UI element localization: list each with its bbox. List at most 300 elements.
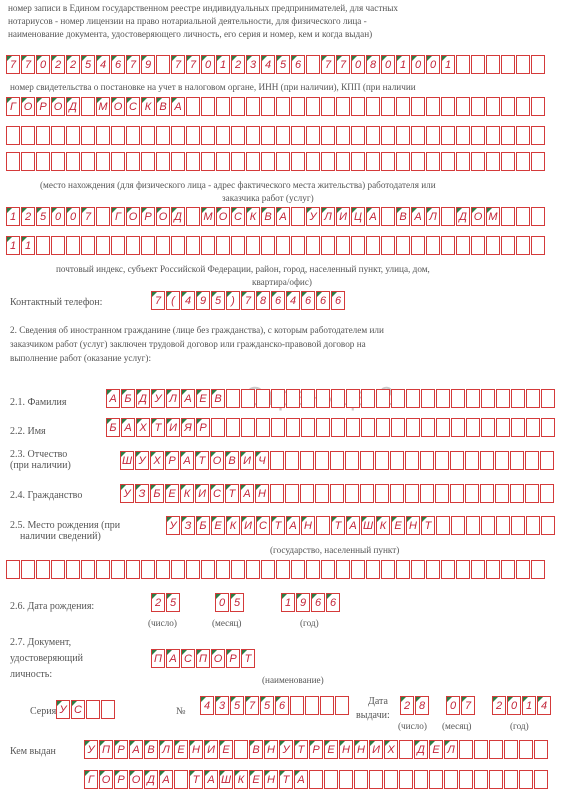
char-cell: 6 — [311, 593, 325, 612]
char-cell — [381, 207, 395, 226]
char-cell — [456, 97, 470, 116]
char-cell: 7 — [151, 291, 165, 310]
char-cell: А — [366, 207, 380, 226]
char-cell: В — [396, 207, 410, 226]
char-cell — [396, 152, 410, 171]
section2-line-3: выполнение работ (оказание услуг): — [10, 353, 152, 363]
char-cell — [456, 560, 470, 579]
char-cell — [346, 418, 360, 437]
char-cell — [465, 451, 479, 470]
char-cell: 3 — [215, 696, 229, 715]
char-cell: 7 — [321, 55, 335, 74]
char-cell: 0 — [36, 55, 50, 74]
char-cell — [216, 97, 230, 116]
char-cell: Т — [225, 484, 239, 503]
char-cell: Е — [324, 740, 338, 759]
char-cell: Н — [354, 740, 368, 759]
char-cell — [486, 55, 500, 74]
char-cell — [231, 126, 245, 145]
char-cell: В — [225, 451, 239, 470]
char-cell — [321, 152, 335, 171]
char-cell — [360, 484, 374, 503]
char-cell: Т — [151, 418, 165, 437]
char-cell: Л — [166, 389, 180, 408]
char-cell: Б — [196, 516, 210, 535]
char-cell — [471, 152, 485, 171]
char-cell: 2 — [400, 696, 414, 715]
char-cell — [336, 152, 350, 171]
char-cell — [241, 389, 255, 408]
caption-postal-2: квартира/офис) — [252, 277, 312, 287]
char-cell — [531, 152, 545, 171]
char-cell: К — [246, 207, 260, 226]
char-cell — [261, 152, 275, 171]
char-cell — [226, 418, 240, 437]
char-cell: 2 — [231, 55, 245, 74]
char-cell: 4 — [96, 55, 110, 74]
char-cell — [456, 126, 470, 145]
char-cell: О — [216, 207, 230, 226]
char-cell — [256, 389, 270, 408]
birthplace-caption: (государство, населенный пункт) — [270, 545, 400, 555]
char-cell — [366, 152, 380, 171]
birthdate-label: 2.6. Дата рождения: — [10, 601, 95, 612]
char-cell: А — [171, 97, 185, 116]
char-cell — [436, 418, 450, 437]
char-cell: 4 — [537, 696, 551, 715]
char-cell: Т — [421, 516, 435, 535]
char-cell: О — [471, 207, 485, 226]
char-cell — [231, 236, 245, 255]
char-cell — [516, 152, 530, 171]
char-cell — [519, 740, 533, 759]
char-cell — [501, 97, 515, 116]
char-cell — [496, 418, 510, 437]
char-cell — [426, 560, 440, 579]
char-cell: Л — [444, 740, 458, 759]
char-cell — [231, 97, 245, 116]
char-cell — [444, 770, 458, 789]
issued-by-grid-2 — [84, 770, 549, 789]
char-cell — [526, 418, 540, 437]
char-cell — [516, 55, 530, 74]
char-cell: А — [411, 207, 425, 226]
char-cell — [306, 126, 320, 145]
char-cell — [540, 451, 554, 470]
char-cell: 7 — [21, 55, 35, 74]
grid-row-empty-2 — [6, 152, 546, 171]
char-cell: ( — [166, 291, 180, 310]
char-cell — [541, 418, 555, 437]
char-cell: М — [486, 207, 500, 226]
char-cell: 4 — [200, 696, 214, 715]
char-cell: 7 — [245, 696, 259, 715]
char-cell — [246, 97, 260, 116]
issued-by-label: Кем выдан — [10, 746, 56, 757]
char-cell — [241, 418, 255, 437]
char-cell — [501, 560, 515, 579]
char-cell — [336, 236, 350, 255]
char-cell: А — [166, 649, 180, 668]
char-cell — [441, 152, 455, 171]
char-cell — [51, 236, 65, 255]
char-cell — [96, 152, 110, 171]
char-cell — [381, 236, 395, 255]
char-cell — [426, 236, 440, 255]
char-cell — [174, 770, 188, 789]
char-cell — [331, 389, 345, 408]
char-cell: А — [106, 389, 120, 408]
issue-day-grid — [400, 696, 430, 715]
issue-date-label-1: Дата — [368, 696, 388, 707]
char-cell: Т — [331, 516, 345, 535]
char-cell — [351, 236, 365, 255]
char-cell — [516, 560, 530, 579]
char-cell — [471, 97, 485, 116]
char-cell: 0 — [51, 207, 65, 226]
char-cell — [339, 770, 353, 789]
char-cell: Д — [136, 389, 150, 408]
char-cell — [256, 418, 270, 437]
char-cell — [321, 126, 335, 145]
char-cell — [486, 152, 500, 171]
char-cell — [366, 126, 380, 145]
char-cell — [246, 126, 260, 145]
char-cell: Ц — [351, 207, 365, 226]
char-cell — [411, 126, 425, 145]
char-cell — [396, 97, 410, 116]
char-cell: Р — [36, 97, 50, 116]
char-cell — [246, 560, 260, 579]
char-cell — [376, 389, 390, 408]
char-cell: Ш — [219, 770, 233, 789]
char-cell — [531, 236, 545, 255]
char-cell: 9 — [141, 55, 155, 74]
char-cell — [516, 126, 530, 145]
grid-row-registration — [6, 55, 546, 74]
char-cell — [345, 484, 359, 503]
char-cell: М — [201, 207, 215, 226]
char-cell: О — [126, 207, 140, 226]
char-cell: У — [151, 389, 165, 408]
char-cell — [305, 696, 319, 715]
char-cell — [315, 484, 329, 503]
birthplace-label: 2.5. Место рождения (при — [10, 520, 121, 531]
char-cell: Г — [111, 207, 125, 226]
char-cell — [450, 484, 464, 503]
char-cell — [156, 126, 170, 145]
patronymic-grid — [120, 451, 555, 470]
issue-date-label-2: выдачи: — [356, 710, 390, 721]
char-cell: 2 — [66, 55, 80, 74]
char-cell — [459, 740, 473, 759]
char-cell — [201, 560, 215, 579]
char-cell: ) — [226, 291, 240, 310]
char-cell — [66, 560, 80, 579]
char-cell: Н — [406, 516, 420, 535]
char-cell — [451, 418, 465, 437]
char-cell: Г — [6, 97, 20, 116]
char-cell: Б — [121, 389, 135, 408]
char-cell: Л — [426, 207, 440, 226]
char-cell: 6 — [275, 696, 289, 715]
birth-day-grid — [151, 593, 181, 612]
char-cell — [111, 152, 125, 171]
char-cell — [541, 389, 555, 408]
char-cell — [540, 484, 554, 503]
char-cell — [300, 451, 314, 470]
char-cell — [486, 126, 500, 145]
char-cell — [441, 97, 455, 116]
char-cell: О — [156, 207, 170, 226]
char-cell: А — [159, 770, 173, 789]
char-cell — [201, 97, 215, 116]
birth-day-caption: (число) — [148, 618, 177, 628]
char-cell: А — [276, 207, 290, 226]
char-cell — [420, 484, 434, 503]
char-cell: В — [211, 389, 225, 408]
char-cell — [171, 560, 185, 579]
char-cell — [201, 152, 215, 171]
grid-row-empty-1 — [6, 126, 546, 145]
char-cell — [81, 152, 95, 171]
char-cell: 7 — [126, 55, 140, 74]
char-cell — [81, 236, 95, 255]
char-cell — [480, 484, 494, 503]
document-label-1: 2.7. Документ, — [10, 637, 72, 648]
char-cell — [261, 560, 275, 579]
char-cell — [306, 55, 320, 74]
char-cell — [346, 389, 360, 408]
char-cell — [396, 560, 410, 579]
number-label: № — [176, 706, 186, 717]
char-cell — [276, 560, 290, 579]
char-cell — [421, 389, 435, 408]
char-cell: Х — [150, 451, 164, 470]
char-cell — [6, 152, 20, 171]
char-cell: П — [196, 649, 210, 668]
char-cell — [366, 236, 380, 255]
char-cell — [336, 97, 350, 116]
char-cell — [489, 770, 503, 789]
char-cell — [381, 126, 395, 145]
char-cell — [376, 418, 390, 437]
char-cell — [290, 696, 304, 715]
char-cell — [156, 560, 170, 579]
char-cell: У — [120, 484, 134, 503]
birth-year-caption: (год) — [300, 618, 319, 628]
char-cell — [531, 126, 545, 145]
char-cell: 2 — [492, 696, 506, 715]
char-cell — [501, 55, 515, 74]
char-cell: 7 — [461, 696, 475, 715]
char-cell — [51, 152, 65, 171]
char-cell — [429, 770, 443, 789]
char-cell: П — [99, 740, 113, 759]
char-cell: Б — [106, 418, 120, 437]
issue-month-grid — [446, 696, 476, 715]
char-cell — [171, 126, 185, 145]
char-cell — [81, 126, 95, 145]
char-cell — [435, 451, 449, 470]
char-cell — [306, 97, 320, 116]
patronymic-label: 2.3. Отчество — [10, 449, 68, 460]
char-cell: 7 — [241, 291, 255, 310]
section2-line-1: 2. Сведения об иностранном гражданине (лице без гражданства), с которым работодателем или — [10, 325, 384, 335]
char-cell: 1 — [522, 696, 536, 715]
char-cell — [66, 236, 80, 255]
char-cell: Р — [196, 418, 210, 437]
char-cell — [501, 152, 515, 171]
char-cell: 5 — [81, 55, 95, 74]
char-cell — [306, 152, 320, 171]
char-cell: 0 — [215, 593, 229, 612]
char-cell — [441, 236, 455, 255]
char-cell — [519, 770, 533, 789]
char-cell: Д — [144, 770, 158, 789]
char-cell — [261, 97, 275, 116]
caption-postal-1: почтовый индекс, субъект Российской Федерации, район, город, населенный пункт, улица, дом, — [56, 264, 430, 274]
char-cell: О — [99, 770, 113, 789]
char-cell — [21, 560, 35, 579]
char-cell — [345, 451, 359, 470]
char-cell — [186, 152, 200, 171]
char-cell: К — [226, 516, 240, 535]
char-cell: Т — [195, 451, 209, 470]
issue-year-grid — [492, 696, 552, 715]
char-cell — [36, 236, 50, 255]
char-cell — [510, 451, 524, 470]
char-cell — [301, 389, 315, 408]
char-cell — [486, 97, 500, 116]
char-cell — [396, 126, 410, 145]
char-cell — [354, 770, 368, 789]
char-cell: К — [234, 770, 248, 789]
char-cell — [390, 451, 404, 470]
char-cell — [291, 97, 305, 116]
patronymic-note: (при наличии) — [10, 460, 71, 471]
char-cell — [276, 152, 290, 171]
char-cell: 7 — [336, 55, 350, 74]
char-cell — [531, 97, 545, 116]
char-cell — [276, 126, 290, 145]
char-cell — [504, 740, 518, 759]
char-cell — [234, 740, 248, 759]
char-cell — [391, 389, 405, 408]
char-cell — [441, 560, 455, 579]
char-cell: 6 — [291, 55, 305, 74]
char-cell — [36, 126, 50, 145]
caption-address-2: заказчика работ (услуг) — [222, 193, 314, 203]
char-cell — [81, 560, 95, 579]
char-cell: Г — [84, 770, 98, 789]
char-cell — [501, 207, 515, 226]
char-cell — [471, 560, 485, 579]
char-cell: Н — [264, 770, 278, 789]
citizenship-label: 2.4. Гражданство — [10, 490, 83, 501]
char-cell: 6 — [331, 291, 345, 310]
char-cell — [316, 418, 330, 437]
header-line-1: номер записи в Едином государственном реестре индивидуальных предпринимателей, для частных — [8, 3, 399, 13]
char-cell — [511, 516, 525, 535]
char-cell — [495, 451, 509, 470]
char-cell — [156, 55, 170, 74]
char-cell — [510, 484, 524, 503]
char-cell — [426, 126, 440, 145]
char-cell: 6 — [316, 291, 330, 310]
char-cell: Н — [255, 484, 269, 503]
char-cell: З — [181, 516, 195, 535]
char-cell — [496, 389, 510, 408]
char-cell — [271, 418, 285, 437]
char-cell — [486, 560, 500, 579]
char-cell — [531, 55, 545, 74]
char-cell — [390, 484, 404, 503]
char-cell: Р — [114, 770, 128, 789]
char-cell — [466, 516, 480, 535]
char-cell — [351, 560, 365, 579]
document-label-2: удостоверяющий — [10, 653, 83, 664]
char-cell: 8 — [256, 291, 270, 310]
char-cell — [406, 418, 420, 437]
char-cell: Д — [66, 97, 80, 116]
char-cell — [211, 418, 225, 437]
char-cell — [6, 560, 20, 579]
char-cell — [285, 484, 299, 503]
char-cell — [381, 97, 395, 116]
char-cell: 0 — [351, 55, 365, 74]
char-cell — [411, 152, 425, 171]
char-cell — [441, 207, 455, 226]
char-cell: 5 — [166, 593, 180, 612]
char-cell — [351, 152, 365, 171]
char-cell — [141, 126, 155, 145]
char-cell — [381, 152, 395, 171]
char-cell — [306, 560, 320, 579]
char-cell: И — [369, 740, 383, 759]
name-label: 2.2. Имя — [10, 426, 46, 437]
char-cell — [474, 740, 488, 759]
grid-row-address-cont — [6, 236, 546, 255]
char-cell — [186, 97, 200, 116]
char-cell: 7 — [6, 55, 20, 74]
char-cell — [525, 451, 539, 470]
char-cell — [316, 389, 330, 408]
char-cell — [405, 484, 419, 503]
char-cell — [126, 236, 140, 255]
char-cell — [226, 389, 240, 408]
char-cell — [331, 418, 345, 437]
char-cell — [271, 389, 285, 408]
char-cell — [456, 55, 470, 74]
char-cell — [186, 560, 200, 579]
char-cell — [525, 484, 539, 503]
char-cell: Р — [226, 649, 240, 668]
char-cell — [216, 152, 230, 171]
grid-row-address — [6, 207, 546, 226]
char-cell — [414, 770, 428, 789]
char-cell: 6 — [301, 291, 315, 310]
char-cell: 5 — [211, 291, 225, 310]
char-cell — [216, 236, 230, 255]
header-line-3: наименование документа, удостоверяющего личность, его серия и номер, кем и когда выдан) — [8, 29, 373, 39]
char-cell — [361, 418, 375, 437]
issued-by-grid-1 — [84, 740, 549, 759]
char-cell — [21, 152, 35, 171]
char-cell — [375, 484, 389, 503]
char-cell: А — [180, 451, 194, 470]
char-cell: М — [96, 97, 110, 116]
